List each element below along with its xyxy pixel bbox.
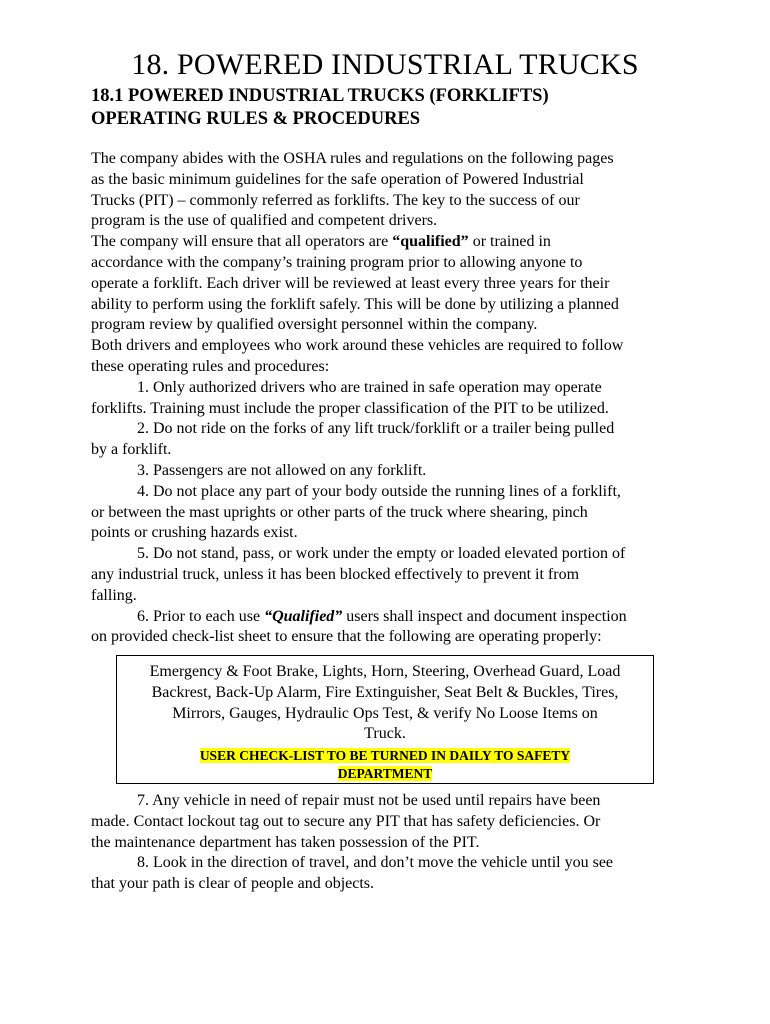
rule-6-pre: 6. Prior to each use — [137, 607, 265, 625]
rule-8 — [91, 853, 691, 874]
alert-line-2: DEPARTMENT — [337, 766, 433, 782]
qualified-line-pre: The company will ensure that all operators are — [91, 233, 393, 251]
checklist-items — [117, 656, 653, 745]
rule-5-text: 5. Do not stand, pass, or work under the empty or loaded elevated portion of — [137, 545, 626, 563]
qualified-line-post: or trained in — [468, 233, 551, 251]
rule-4-cont: or between the mast uprights or other parts of the truck where shearing, pinch — [91, 503, 588, 521]
rules-continued — [91, 791, 691, 895]
section-heading — [91, 85, 691, 131]
rule-1 — [91, 378, 691, 399]
section-heading-line-2: OPERATING RULES & PROCEDURES — [91, 109, 421, 129]
intro-line: these operating rules and procedures: — [91, 357, 330, 375]
intro-line: program review by qualified oversight personnel within the company. — [91, 316, 538, 334]
section-heading-line-1: 18.1 POWERED INDUSTRIAL TRUCKS (FORKLIFTS) — [91, 86, 549, 106]
rule-7-cont: the maintenance department has taken possession of the PIT. — [91, 833, 480, 851]
rule-7-text: 7. Any vehicle in need of repair must not be used until repairs have been — [137, 792, 601, 809]
intro-line: ability to perform using the forklift safely. This will be done by utilizing a planned — [91, 295, 619, 313]
alert-line-1: USER CHECK-LIST TO BE TURNED IN DAILY TO SAFETY — [199, 748, 571, 764]
checklist-line: Emergency & Foot Brake, Lights, Horn, Steering, Overhead Guard, Load — [149, 663, 621, 680]
rule-6 — [91, 607, 691, 628]
qualified-line — [91, 232, 691, 253]
rule-8-text: 8. Look in the direction of travel, and don’t move the vehicle until you see — [137, 854, 614, 872]
intro-line: Trucks (PIT) – commonly referred as forklifts. The key to the success of our — [91, 191, 580, 209]
intro-line: operate a forklift. Each driver will be reviewed at least every three years for their — [91, 274, 610, 292]
rule-3 — [91, 461, 691, 482]
rule-4-text: 4. Do not place any part of your body outside the running lines of a forklift, — [137, 482, 621, 500]
rule-2 — [91, 419, 691, 440]
rule-6-cont: on provided check-list sheet to ensure that the following are operating properly: — [91, 628, 602, 646]
intro-line: accordance with the company’s training program prior to allowing anyone to — [91, 253, 583, 271]
rule-7-cont: made. Contact lockout tag out to secure any PIT that has safety deficiencies. Or — [91, 812, 601, 830]
rule-4-cont: points or crushing hazards exist. — [91, 524, 298, 542]
checklist-box — [116, 655, 654, 784]
rule-4 — [91, 482, 691, 503]
rule-2-text: 2. Do not ride on the forks of any lift truck/forklift or a trailer being pulled — [137, 420, 615, 438]
rule-2-cont: by a forklift. — [91, 441, 172, 459]
checklist-alert — [117, 747, 653, 783]
rule-7 — [91, 791, 691, 812]
intro-line: as the basic minimum guidelines for the safe operation of Powered Industrial — [91, 170, 584, 188]
qualified-term: “qualified” — [392, 233, 469, 251]
page-title: 18. POWERED INDUSTRIAL TRUCKS — [131, 48, 639, 81]
checklist-line: Truck. — [364, 725, 406, 743]
qualified-term: “Qualified” — [264, 607, 343, 625]
rule-8-cont: that your path is clear of people and objects. — [91, 875, 375, 893]
intro-line: Both drivers and employees who work around these vehicles are required to follow — [91, 337, 624, 355]
rule-6-post: users shall inspect and document inspection — [342, 607, 627, 625]
intro-line: The company abides with the OSHA rules and regulations on the following pages — [91, 150, 614, 167]
rule-5 — [91, 544, 691, 565]
rule-3-text: 3. Passengers are not allowed on any forklift. — [137, 461, 427, 479]
rule-1-text: 1. Only authorized drivers who are trained in safe operation may operate — [137, 378, 602, 396]
intro-line: program is the use of qualified and competent drivers. — [91, 212, 438, 230]
checklist-line: Backrest, Back-Up Alarm, Fire Extinguisher, Seat Belt & Buckles, Tires, — [151, 683, 619, 701]
rule-5-cont: any industrial truck, unless it has been blocked effectively to prevent it from — [91, 565, 580, 583]
rule-5-cont: falling. — [91, 586, 137, 604]
intro-text — [91, 149, 691, 648]
rule-1-cont: forklifts. Training must include the proper classification of the PIT to be utilized. — [91, 399, 609, 417]
checklist-line: Mirrors, Gauges, Hydraulic Ops Test, & verify No Loose Items on — [172, 704, 598, 722]
